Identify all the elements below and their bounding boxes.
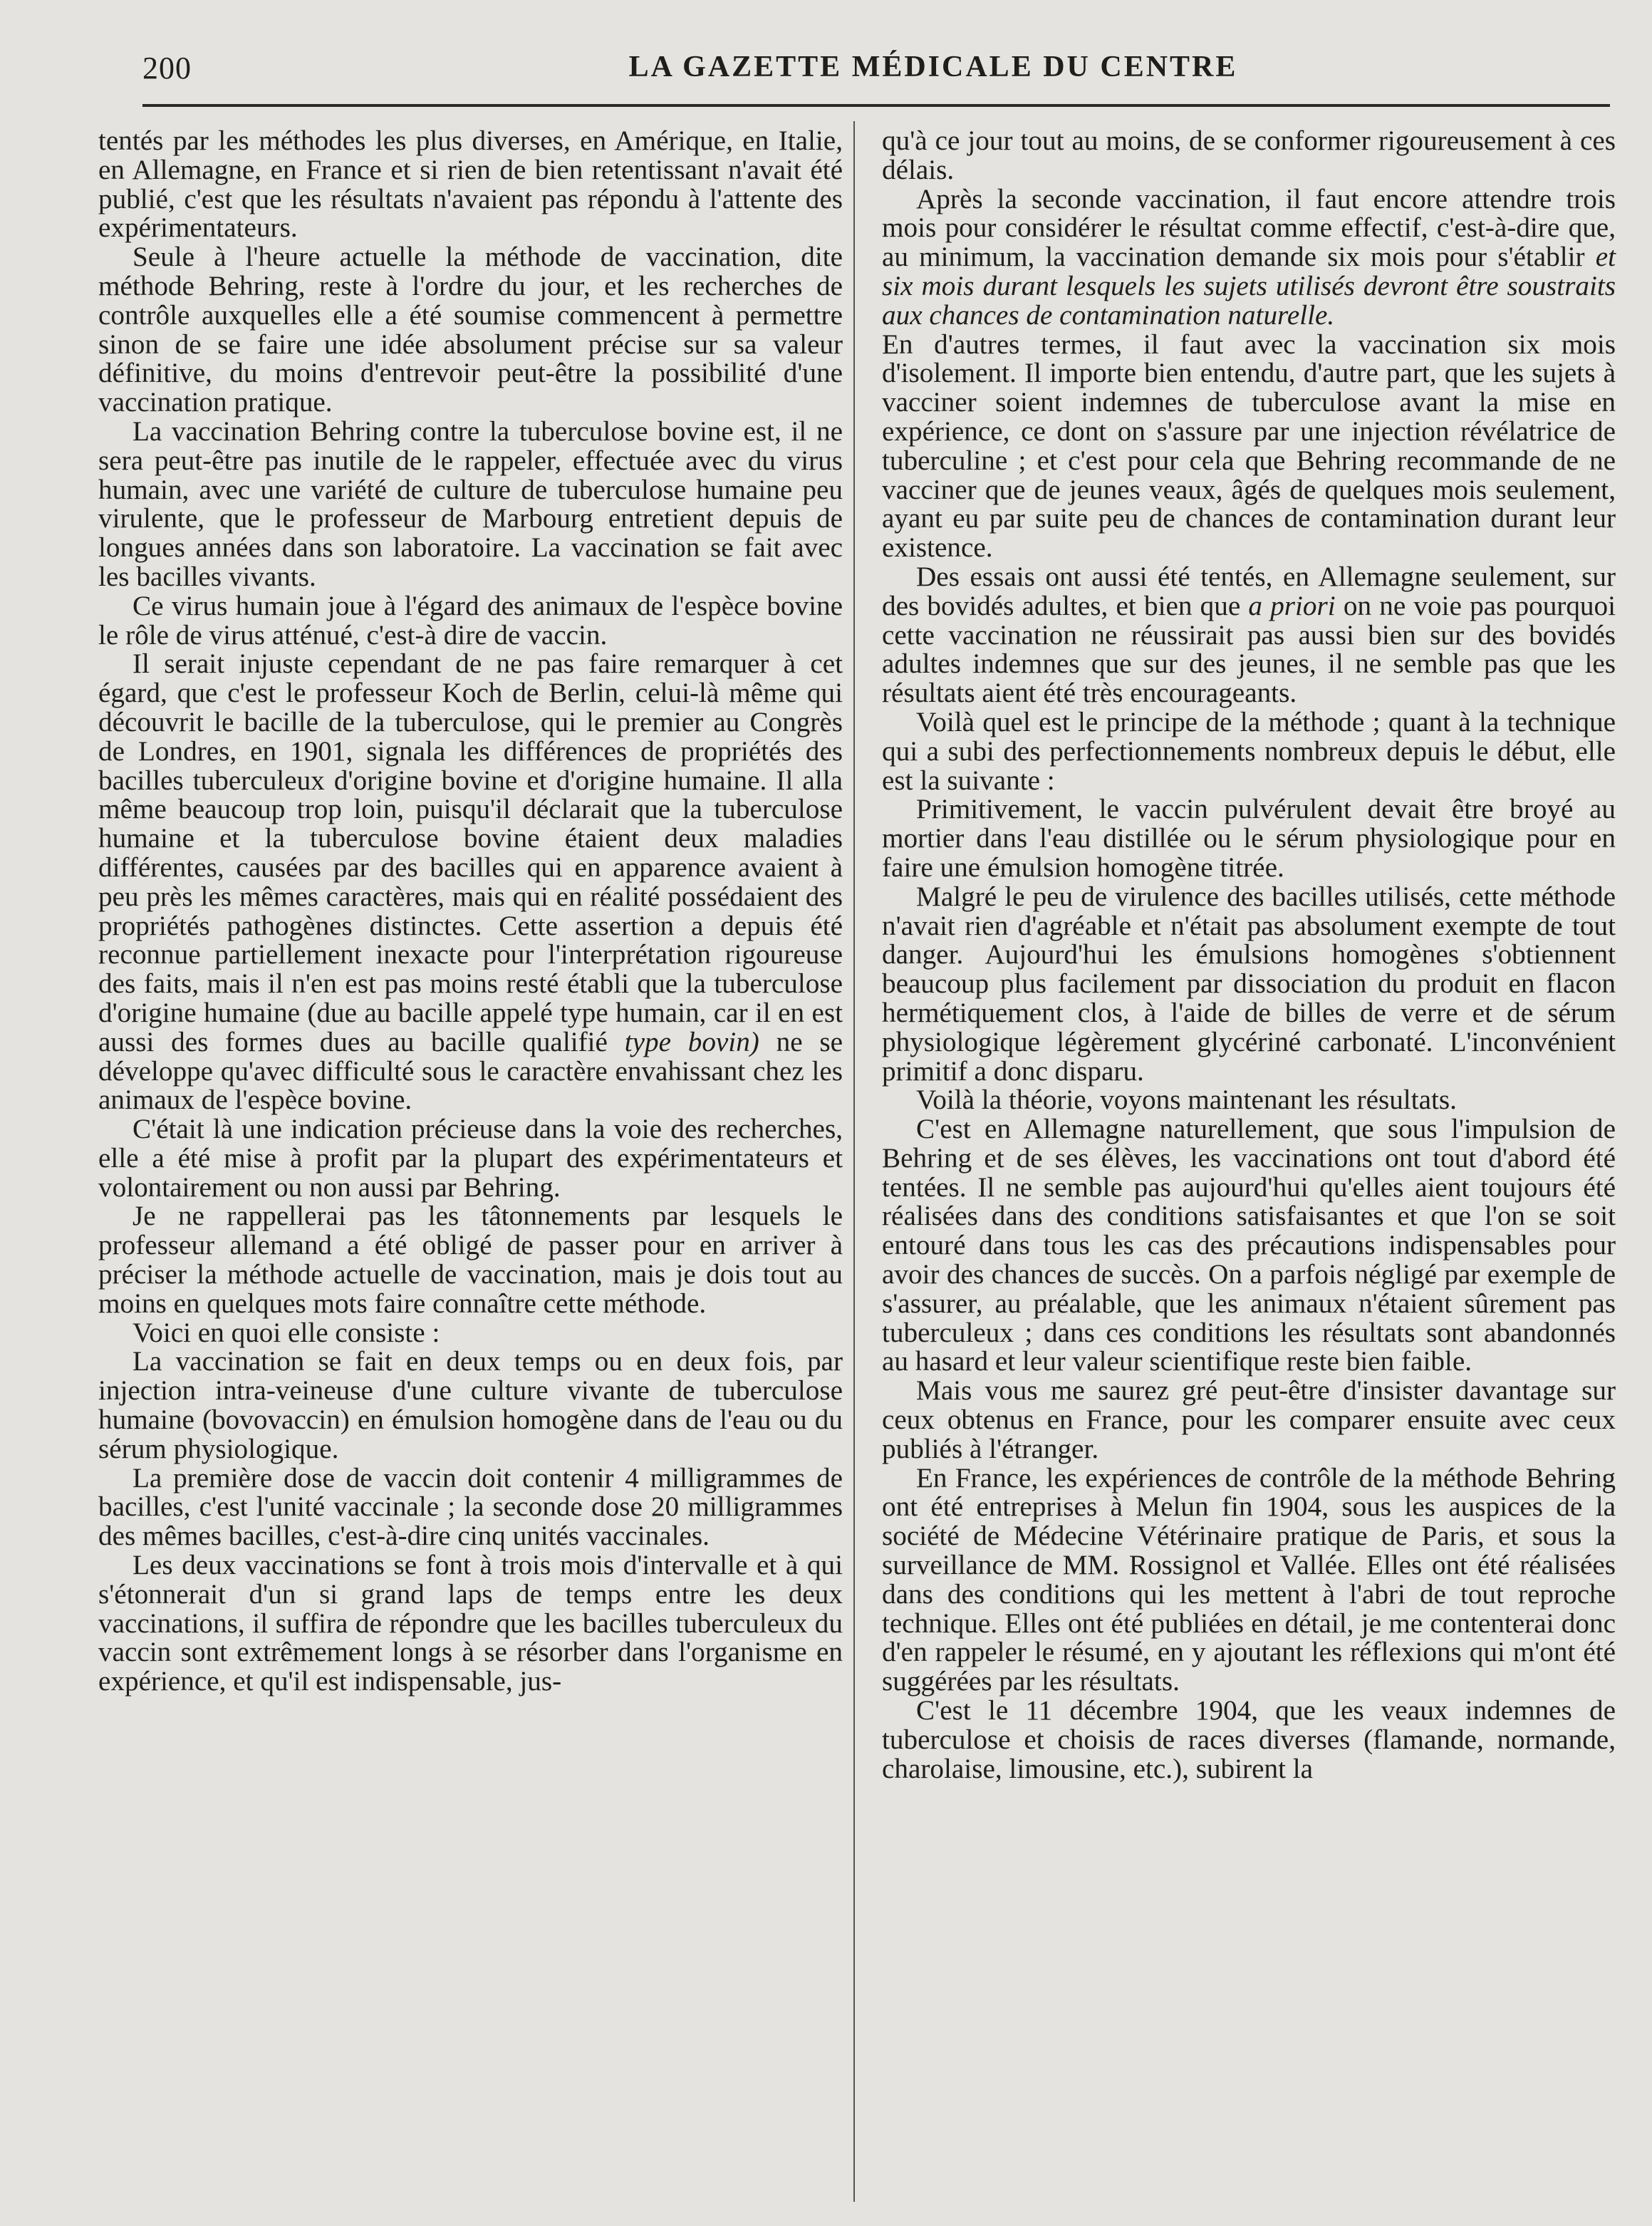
column-divider: [853, 121, 855, 2202]
italic-text: et six mois durant lesquels les sujets utilisés devront être soustraits aux chances de contamination naturelle.: [882, 242, 1616, 331]
left-column: [98, 127, 843, 1697]
paragraph: Voici en quoi elle consiste :: [133, 1317, 440, 1348]
header-rule: [142, 104, 1610, 107]
paragraph: [98, 650, 843, 1115]
right-column: [882, 127, 1616, 1784]
paragraph-text: on ne voie pas pourquoi cette vaccination ne réussirait pas aussi bien sur des bovidés adultes indemnes que sur des jeunes, il ne semble pas que les résultats aient été très encourageants.: [882, 590, 1616, 709]
italic-text: type bovin): [624, 1026, 759, 1057]
paragraph: Je ne rappellerai pas les tâtonnements par lesquels le professeur allemand a été obligé de passer pour en arriver à préciser la méthode actuelle de vaccination, mais je dois tout au moins en quelques mots faire connaître cette méthode.: [98, 1201, 843, 1319]
paragraph: Mais vous me saurez gré peut-être d'insister davantage sur ceux obtenus en France, pour les comparer ensuite avec ceux publiés à l'étranger.: [882, 1375, 1616, 1464]
italic-text: a priori: [1248, 590, 1336, 621]
paragraph: Voilà la théorie, voyons maintenant les résultats.: [916, 1084, 1457, 1116]
paragraph: qu'à ce jour tout au moins, de se conformer rigoureusement à ces délais.: [882, 125, 1616, 185]
paragraph-text: Après la seconde vaccination, il faut encore attendre trois mois pour considérer le résultat comme effectif, c'est-à-dire que, au minimum, la vaccination demande six mois pour s'établir: [882, 183, 1616, 273]
paragraph: La première dose de vaccin doit contenir 4 milligrammes de bacilles, c'est l'unité vaccinale ; la seconde dose 20 milligrammes des mêmes bacilles, c'est-à-dire cinq unités vaccinales.: [98, 1462, 843, 1552]
paragraph-text: Il serait injuste cependant de ne pas faire remarquer à cet égard, que c'est le professeur Koch de Berlin, celui-là même qui découvrit le bacille de la tuberculose, qui le premier au Congrès de Londres, en 1901, signala les différences de propriétés des bacilles tuberculeux d'origine bovine et d'origine humaine. Il alla même beaucoup trop loin, puisqu'il déclarait que la tuberculose humaine et la tuberculose bovine étaient deux maladies différentes, causées par des bacilles qui en apparence avaient à peu près les mêmes caractères, mais qui en réalité possédaient des propriétés pathogènes distinctes. Cette assertion a depuis été reconnue partiellement inexacte pour l'interprétation rigoureuse des faits, mais il n'en est pas moins resté établi que la tuberculose d'origine humaine (due au bacille appelé type humain, car il en est aussi des formes dues au bacille qualifié: [98, 648, 843, 1057]
paragraph: Voilà quel est le principe de la méthode ; quant à la technique qui a subi des perfectionnements nombreux depuis le début, elle est la suivante :: [882, 706, 1616, 796]
paragraph: La vaccination se fait en deux temps ou en deux fois, par injection intra-veineuse d'une culture vivante de tuberculose humaine (bovovaccin) en émulsion homogène dans de l'eau ou du sérum physiologique.: [98, 1346, 843, 1464]
paragraph: Les deux vaccinations se font à trois mois d'intervalle et à qui s'étonnerait d'un si grand laps de temps entre les deux vaccinations, il suffira de répondre que les bacilles tuberculeux du vaccin sont extrêmement longs à se résorber dans l'organisme en expérience, et qu'il est indispensable, jus-: [98, 1550, 843, 1697]
paragraph: tentés par les méthodes les plus diverses, en Amérique, en Italie, en Allemagne, en France et si rien de bien retentissant n'avait été publié, c'est que les résultats n'avaient pas répondu à l'attente des expérimentateurs.: [98, 125, 843, 244]
paragraph: Malgré le peu de virulence des bacilles utilisés, cette méthode n'avait rien d'agréable et n'était pas absolument exempte de tout danger. Aujourd'hui les émulsions homogènes s'obtiennent beaucoup plus facilement par dissociation du produit en flacon hermétiquement clos, à l'aide de billes de verre et de sérum physiologique légèrement glycériné carbonaté. L'inconvénient primitif a donc disparu.: [882, 881, 1616, 1087]
paragraph: Ce virus humain joue à l'égard des animaux de l'espèce bovine le rôle de virus atténué, c'est-à dire de vaccin.: [98, 590, 843, 651]
paragraph: Seule à l'heure actuelle la méthode de vaccination, dite méthode Behring, reste à l'ordre du jour, et les recherches de contrôle auxquelles elle a été soumise commencent à permettre sinon de se faire une idée absolument précise sur sa valeur définitive, du moins d'entrevoir peut-être la possibilité d'une vaccination pratique.: [98, 242, 843, 418]
paragraph: [882, 185, 1616, 331]
page-number: 200: [142, 51, 192, 86]
paragraph: En France, les expériences de contrôle de la méthode Behring ont été entreprises à Melun fin 1904, sous les auspices de la société de Médecine Vétérinaire pratique de Paris, et sous la surveillance de MM. Rossignol et Vallée. Elles ont été réalisées dans des conditions qui les mettent à l'abri de tout reproche technique. Elles ont été publiées en détail, je me contenterai donc d'en rappeler le résumé, en y ajoutant les réflexions qui m'ont été suggérées par les résultats.: [882, 1462, 1616, 1697]
paragraph-text: ne se développe qu'avec difficulté sous le caractère envahissant chez les animaux de l'espèce bovine.: [98, 1026, 843, 1116]
paragraph: C'est en Allemagne naturellement, que sous l'impulsion de Behring et de ses élèves, les vaccinations ont tout d'abord été tentées. Il ne semble pas aujourd'hui qu'elles aient toujours été réalisées dans des conditions satisfaisantes et que l'on se soit entouré dans tous les cas des précautions indispensables pour avoir des chances de succès. On a parfois négligé par exemple de s'assurer, au préalable, que les animaux n'étaient sûrement pas tuberculeux ; dans ces conditions les résultats sont abandonnés au hasard et leur valeur scientifique reste bien faible.: [882, 1114, 1616, 1377]
page-header: [142, 44, 1610, 94]
paragraph: [882, 563, 1616, 708]
paragraph: La vaccination Behring contre la tuberculose bovine est, il ne sera peut-être pas inutile de le rappeler, effectuée avec du virus humain, avec une variété de culture de tuberculose humaine peu virulente, que le professeur de Marbourg entretient depuis de longues années dans son laboratoire. La vaccination se fait avec les bacilles vivants.: [98, 415, 843, 592]
paragraph-text: Des essais ont aussi été tentés, en Allemagne seulement, sur des bovidés adultes, et bien que: [882, 561, 1616, 621]
paragraph: En d'autres termes, il faut avec la vaccination six mois d'isolement. Il importe bien entendu, d'autre part, que les sujets à vacciner soient indemnes de tuberculose avant la mise en expérience, ce dont on s'assure par une injection révélatrice de tuberculine ; et c'est pour cela que Behring recommande de ne vacciner que de jeunes veaux, âgés de quelques mois seulement, ayant eu par suite peu de chances de contamination durant leur existence.: [882, 328, 1616, 564]
paragraph: C'était là une indication précieuse dans la voie des recherches, elle a été mise à profit par la plupart des expérimentateurs et volontairement ou non aussi par Behring.: [98, 1114, 843, 1203]
paragraph: Primitivement, le vaccin pulvérulent devait être broyé au mortier dans l'eau distillée ou le sérum physiologique pour en faire une émulsion homogène titrée.: [882, 794, 1616, 883]
paragraph: C'est le 11 décembre 1904, que les veaux indemnes de tuberculose et choisis de races diverses (flamande, normande, charolaise, limousine, etc.), subirent la: [882, 1695, 1616, 1784]
running-title: LA GAZETTE MÉDICALE DU CENTRE: [628, 51, 1238, 83]
